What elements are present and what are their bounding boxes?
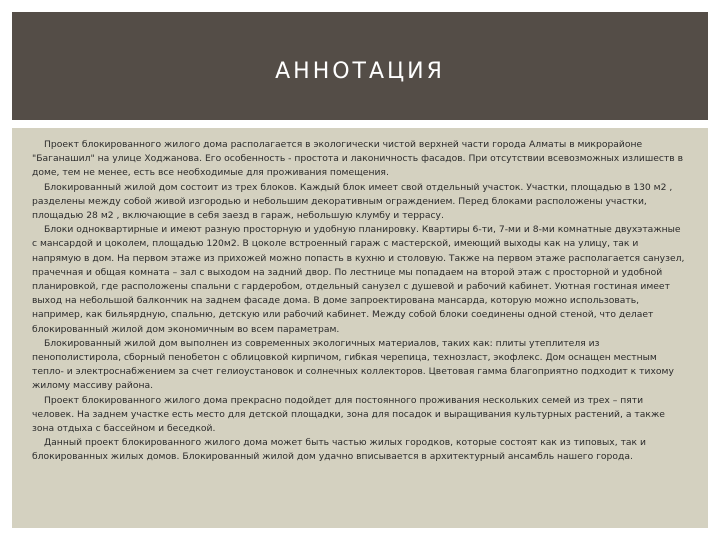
annotation-body	[12, 128, 708, 528]
slide-title: АННОТАЦИЯ	[275, 58, 445, 84]
paragraph-purpose: Проект блокированного жилого дома прекрасно подойдет для постоянного проживания нескольких семей из трех – пяти человек. На заднем участке есть место для детской площадки, зона для посадок и выращивания культурных растений, а также зона отдыха с бассейном и беседкой.	[32, 394, 665, 435]
paragraph-materials: Блокированный жилой дом выполнен из современных экологичных материалов, таких как: плиты утеплителя из пенополистирола, сборный пенобетон с облицовкой кирпичом, гибкая черепица, технозласт, экофлекс. Дом оснащен местным тепло- и электроснабжением за счет гелиоустановок и солнечных коллекторов. Цветовая гамма благоприятно подходит к тихому жилому массиву района.	[32, 337, 674, 392]
paragraph-blocks: Блокированный жилой дом состоит из трех блоков. Каждый блок имеет свой отдельный участок. Участки, площадью в 130 м2 , разделены между собой живой изгородью и небольшим декоративным ограждением. Перед блоками расположены участки, площадью 28 м2 , включающие в себя заезд в гараж, небольшую клумбу и террасу.	[32, 181, 673, 222]
paragraph-layout: Блоки одноквартирные и имеют разную просторную и удобную планировку. Квартиры 6-ти, 7-ми и 8-ми комнатные двухэтажные с мансардой и цоколем, площадью 120м2. В цоколе встроенный гараж с мастерской, имеющий выходы как на улицу, так и напрямую в дом. На первом этаже из прихожей можно попасть в кухню и столовую. Также на первом этаже располагается санузел, прачечная и общая комната – зал с выходом на задний двор. По лестнице мы попадаем на второй этаж с просторной и удобной планировкой, где расположены спальни с гардеробом, отдельный санузел с душевой и рабочий кабинет. Уютная гостиная имеет выход на небольшой балкончик на заднем фасаде дома. В доме запроектирована мансарда, которую можно использовать, например, как бильярдную, спальню, детскую или рабочий кабинет. Между собой блоки соединены одной стеной, что делает блокированный жилой дом экономичным во всем параметрам.	[32, 224, 685, 335]
title-bar	[12, 12, 708, 120]
paragraph-conclusion: Данный проект блокированного жилого дома может быть частью жилых городков, которые состоят как из типовых, так и блокированных жилых домов. Блокированный жилой дом удачно вписывается в архитектурный ансамбль нашего города.	[32, 437, 646, 463]
paragraph-location: Проект блокированного жилого дома располагается в экологически чистой верхней части города Алматы в микрорайоне "Баганашил" на улице Ходжанова. Его особенность - простота и лаконичность фасадов. При отсутствии всевозможных излишеств в доме, тем не менее, есть все необходимые для проживания помещения.	[32, 139, 684, 179]
